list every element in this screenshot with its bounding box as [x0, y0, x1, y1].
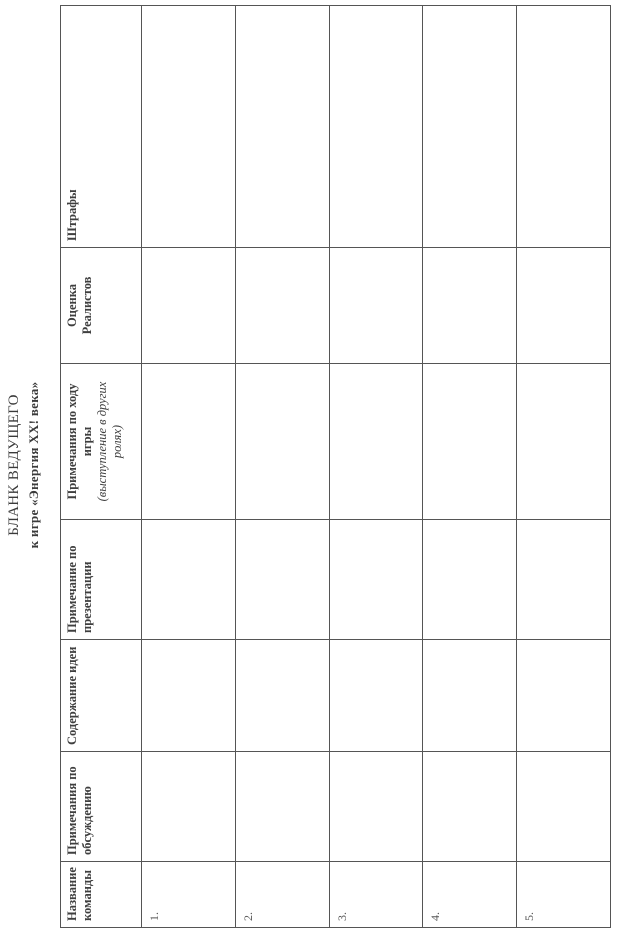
- host-form-table: [60, 5, 611, 928]
- penalties-cell[interactable]: [517, 6, 611, 248]
- penalties-cell[interactable]: [235, 6, 329, 248]
- presentation-notes-cell[interactable]: [235, 520, 329, 640]
- penalties-cell[interactable]: [142, 6, 236, 248]
- realists-score-cell[interactable]: [423, 248, 517, 364]
- realists-score-cell[interactable]: [235, 248, 329, 364]
- header-presentation-notes: Примечание по презентации: [61, 520, 142, 640]
- table-row: [235, 6, 329, 928]
- table-row: [517, 6, 611, 928]
- header-note-other-roles: (выступление в других ролях): [95, 381, 124, 502]
- discussion-notes-cell[interactable]: [235, 752, 329, 862]
- presentation-notes-cell[interactable]: [517, 520, 611, 640]
- game-progress-notes-cell[interactable]: [235, 364, 329, 520]
- discussion-notes-cell[interactable]: [329, 752, 423, 862]
- header-team-name: Название команды: [61, 862, 142, 928]
- header-row: [61, 6, 142, 928]
- discussion-notes-cell[interactable]: [423, 752, 517, 862]
- header-game-progress-notes: Примечания по ходу игры (выступление в других ролях): [61, 364, 142, 520]
- row-number-cell[interactable]: 1.: [142, 862, 236, 928]
- header-realists-score: Оценка Реалистов: [61, 248, 142, 364]
- header-penalties: Штрафы: [61, 6, 142, 248]
- idea-content-cell[interactable]: [517, 640, 611, 752]
- idea-content-cell[interactable]: [142, 640, 236, 752]
- idea-content-cell[interactable]: [423, 640, 517, 752]
- realists-score-cell[interactable]: [142, 248, 236, 364]
- header-idea-content: Содержание идеи: [61, 640, 142, 752]
- table-row: [142, 6, 236, 928]
- header-discussion-notes: Примечания по обсуждению: [61, 752, 142, 862]
- game-progress-notes-cell[interactable]: [423, 364, 517, 520]
- game-progress-notes-cell[interactable]: [142, 364, 236, 520]
- presentation-notes-cell[interactable]: [423, 520, 517, 640]
- row-number-cell[interactable]: 2.: [235, 862, 329, 928]
- presentation-notes-cell[interactable]: [329, 520, 423, 640]
- presentation-notes-cell[interactable]: [142, 520, 236, 640]
- idea-content-cell[interactable]: [235, 640, 329, 752]
- row-number-cell[interactable]: 5.: [517, 862, 611, 928]
- form-title: БЛАНК ВЕДУЩЕГО: [6, 394, 22, 536]
- form-title-block: [4, 0, 44, 930]
- form-subtitle: к игре «Энергия XX! века»: [26, 381, 41, 549]
- row-number-cell[interactable]: 4.: [423, 862, 517, 928]
- game-progress-notes-cell[interactable]: [517, 364, 611, 520]
- table-row: [329, 6, 423, 928]
- row-number-cell[interactable]: 3.: [329, 862, 423, 928]
- game-progress-notes-cell[interactable]: [329, 364, 423, 520]
- penalties-cell[interactable]: [329, 6, 423, 248]
- realists-score-cell[interactable]: [517, 248, 611, 364]
- realists-score-cell[interactable]: [329, 248, 423, 364]
- discussion-notes-cell[interactable]: [517, 752, 611, 862]
- discussion-notes-cell[interactable]: [142, 752, 236, 862]
- idea-content-cell[interactable]: [329, 640, 423, 752]
- table-row: [423, 6, 517, 928]
- penalties-cell[interactable]: [423, 6, 517, 248]
